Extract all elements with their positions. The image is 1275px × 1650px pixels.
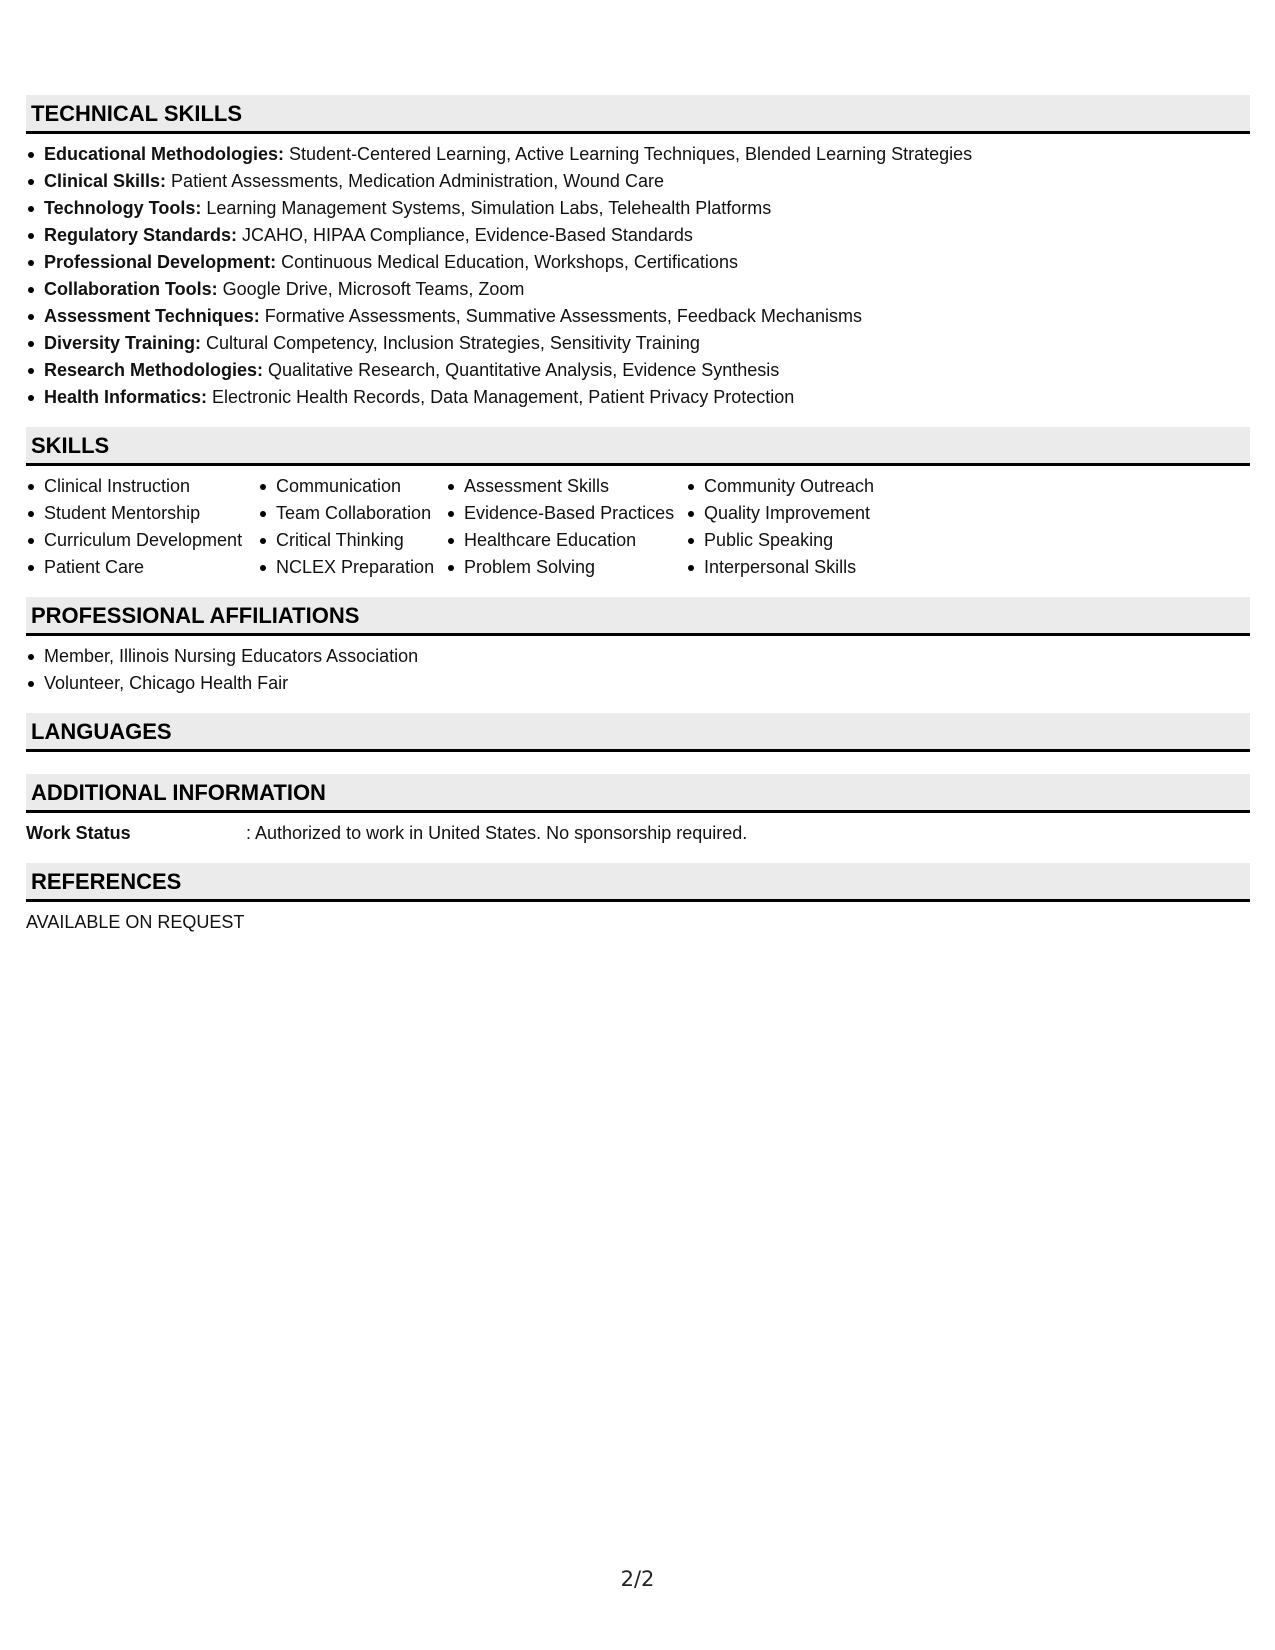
list-item	[26, 303, 1250, 330]
list-item: Healthcare Education	[446, 527, 686, 554]
skill-category-label: Professional Development:	[44, 252, 277, 272]
list-item	[26, 249, 1250, 276]
list-item	[26, 195, 1250, 222]
skill-category-label: Technology Tools:	[44, 198, 202, 218]
skill-category-text: Google Drive, Microsoft Teams, Zoom	[217, 279, 525, 299]
list-item: NCLEX Preparation	[258, 554, 446, 581]
skill-category-text: Patient Assessments, Medication Administration, Wound Care	[166, 171, 664, 191]
references-text: AVAILABLE ON REQUEST	[26, 912, 245, 932]
skills-grid	[26, 473, 1250, 581]
list-item: Team Collaboration	[258, 500, 446, 527]
list-item: Member, Illinois Nursing Educators Association	[26, 643, 1250, 670]
list-item	[26, 357, 1250, 384]
skill-category-text: JCAHO, HIPAA Compliance, Evidence-Based Standards	[237, 225, 693, 245]
list-item: Community Outreach	[686, 473, 906, 500]
list-item: Interpersonal Skills	[686, 554, 906, 581]
list-item: Problem Solving	[446, 554, 686, 581]
skill-category-label: Health Informatics:	[44, 387, 208, 407]
list-item: Student Mentorship	[26, 500, 258, 527]
skill-category-label: Research Methodologies:	[44, 360, 264, 380]
technical-skills-section	[26, 95, 1250, 411]
list-item: Assessment Skills	[446, 473, 686, 500]
list-item	[26, 222, 1250, 249]
affiliations-section	[26, 597, 1250, 697]
skill-category-label: Collaboration Tools:	[44, 279, 218, 299]
skill-category-label: Educational Methodologies:	[44, 144, 285, 164]
skills-column	[446, 473, 686, 581]
skill-category-text: Continuous Medical Education, Workshops, Certifications	[276, 252, 738, 272]
work-status-row	[26, 820, 1250, 847]
section-title-skills: SKILLS	[26, 427, 1250, 466]
skills-column	[686, 473, 906, 581]
list-item	[26, 168, 1250, 195]
list-item: Volunteer, Chicago Health Fair	[26, 670, 1250, 697]
skills-column	[258, 473, 446, 581]
section-title-technical-skills: TECHNICAL SKILLS	[26, 95, 1250, 134]
list-item: Public Speaking	[686, 527, 906, 554]
page-number: 2/2	[620, 1567, 655, 1591]
work-status-value: : Authorized to work in United States. No sponsorship required.	[246, 823, 748, 843]
list-item	[26, 330, 1250, 357]
technical-skills-list	[26, 141, 1250, 411]
resume-page	[26, 95, 1250, 952]
list-item: Clinical Instruction	[26, 473, 258, 500]
list-item: Curriculum Development	[26, 527, 258, 554]
list-item	[26, 276, 1250, 303]
work-status-label: Work Status	[26, 823, 131, 843]
list-item	[26, 141, 1250, 168]
affiliations-list	[26, 643, 1250, 697]
list-item: Patient Care	[26, 554, 258, 581]
skills-column	[26, 473, 258, 581]
languages-section	[26, 713, 1250, 752]
skill-category-text: Electronic Health Records, Data Management, Patient Privacy Protection	[207, 387, 795, 407]
skill-category-label: Diversity Training:	[44, 333, 202, 353]
references-section	[26, 863, 1250, 936]
section-title-affiliations: PROFESSIONAL AFFILIATIONS	[26, 597, 1250, 636]
skill-category-text: Learning Management Systems, Simulation Labs, Telehealth Platforms	[201, 198, 772, 218]
list-item: Evidence-Based Practices	[446, 500, 686, 527]
list-item: Communication	[258, 473, 446, 500]
section-title-languages: LANGUAGES	[26, 713, 1250, 752]
skill-category-text: Student-Centered Learning, Active Learning Techniques, Blended Learning Strategies	[284, 144, 973, 164]
skill-category-label: Regulatory Standards:	[44, 225, 238, 245]
list-item: Critical Thinking	[258, 527, 446, 554]
list-item	[26, 384, 1250, 411]
section-title-additional-info: ADDITIONAL INFORMATION	[26, 774, 1250, 813]
skill-category-text: Cultural Competency, Inclusion Strategies, Sensitivity Training	[201, 333, 700, 353]
skill-category-text: Formative Assessments, Summative Assessments, Feedback Mechanisms	[259, 306, 862, 326]
additional-info-section	[26, 774, 1250, 847]
skill-category-label: Clinical Skills:	[44, 171, 167, 191]
skills-section	[26, 427, 1250, 581]
section-title-references: REFERENCES	[26, 863, 1250, 902]
list-item: Quality Improvement	[686, 500, 906, 527]
skill-category-text: Qualitative Research, Quantitative Analysis, Evidence Synthesis	[263, 360, 780, 380]
skill-category-label: Assessment Techniques:	[44, 306, 260, 326]
